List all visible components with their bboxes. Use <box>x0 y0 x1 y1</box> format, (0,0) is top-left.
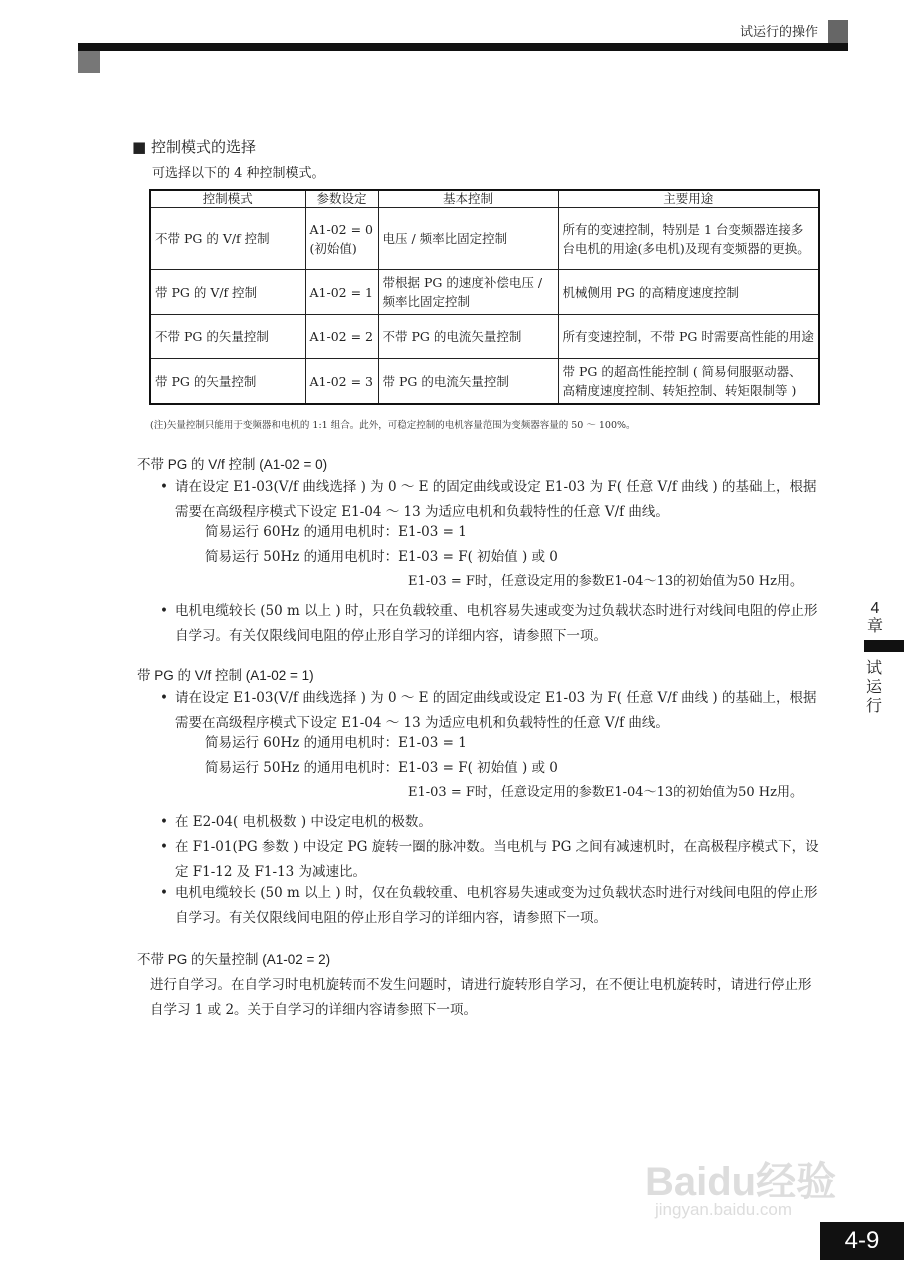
column-header: 基本控制 <box>378 190 558 208</box>
bullet-item <box>160 835 820 885</box>
chapter-tab-bar <box>864 640 904 652</box>
table-cell: 带 PG 的 V/f 控制 <box>150 270 305 315</box>
table-cell: 带 PG 的电流矢量控制 <box>378 359 558 405</box>
bullet-text: 电机电缆较长 (50 m 以上 ) 时，仅在负载较重、电机容易失速或变为过负载状态时进行对线间电阻的停止形自学习。有关仅限线间电阻的停止形自学习的详细内容，请参照下一项。 <box>175 885 818 926</box>
table-cell: 所有变速控制，不带 PG 时需要高性能的用途 <box>558 315 819 359</box>
bullet-item <box>160 599 820 649</box>
bullet-item <box>160 686 820 736</box>
control-mode-table <box>149 189 820 405</box>
table-note: (注)矢量控制只能用于变频器和电机的 1:1 组合。此外，可稳定控制的电机容量范围为变频器容量的 50 ～ 100%。 <box>150 420 636 431</box>
table-row <box>150 270 819 315</box>
bullet-icon: • <box>160 814 168 830</box>
table-cell: 电压 / 频率比固定控制 <box>378 208 558 270</box>
subsection-heading: 不带 PG 的 V/f 控制 (A1-02 = 0) <box>137 457 328 472</box>
column-header: 参数设定 <box>305 190 378 208</box>
chapter-title-vertical: 试运行 <box>866 658 883 715</box>
chapter-number: 4 <box>870 600 880 617</box>
table-cell: 不带 PG 的矢量控制 <box>150 315 305 359</box>
bullet-text: 在 E2-04( 电机极数 ) 中设定电机的极数。 <box>175 814 432 830</box>
table-cell: 带 PG 的矢量控制 <box>150 359 305 405</box>
bullet-icon: • <box>160 839 168 855</box>
section-title: ■ 控制模式的选择 <box>132 138 256 156</box>
bullet-icon: • <box>160 885 168 901</box>
page-number: 4-9 <box>820 1222 904 1260</box>
column-header: 控制模式 <box>150 190 305 208</box>
bullet-text: 请在设定 E1-03(V/f 曲线选择 ) 为 0 ～ E 的固定曲线或设定 E1-03 为 F( 任意 V/f 曲线 ) 的基础上，根据需要在高级程序模式下设定 E1-04 ～ 13 为适应电机和负载特性的任意 V/f 曲线。 <box>175 479 817 520</box>
setting-line: 简易运行 50Hz 的通用电机时：E1-03 = F( 初始值 ) 或 0 <box>205 760 558 776</box>
table-cell: 所有的变速控制，特别是 1 台变频器连接多台电机的用途(多电机)及现有变频器的更换。 <box>558 208 819 270</box>
bullet-icon: • <box>160 690 168 706</box>
table-row <box>150 359 819 405</box>
setting-line: 简易运行 50Hz 的通用电机时：E1-03 = F( 初始值 ) 或 0 <box>205 549 558 565</box>
bullet-text: 请在设定 E1-03(V/f 曲线选择 ) 为 0 ～ E 的固定曲线或设定 E1-03 为 F( 任意 V/f 曲线 ) 的基础上，根据需要在高级程序模式下设定 E1-04 ～ 13 为适应电机和负载特性的任意 V/f 曲线。 <box>175 690 817 731</box>
table-cell: 带根据 PG 的速度补偿电压 / 频率比固定控制 <box>378 270 558 315</box>
table-header-row <box>150 190 819 208</box>
bullet-item <box>160 810 820 835</box>
subsection-heading: 不带 PG 的矢量控制 (A1-02 = 2) <box>137 952 331 967</box>
table-cell: 机械侧用 PG 的高精度速度控制 <box>558 270 819 315</box>
table-cell: 带 PG 的超高性能控制 ( 简易伺服驱动器、高精度速度控制、转矩控制、转矩限制等 ) <box>558 359 819 405</box>
table-cell: A1-02 = 3 <box>305 359 378 405</box>
subsection-heading: 带 PG 的 V/f 控制 (A1-02 = 1) <box>137 668 314 683</box>
bullet-item <box>160 881 820 931</box>
table-cell: A1-02 = 0 (初始值) <box>305 208 378 270</box>
setting-line: 简易运行 60Hz 的通用电机时：E1-03 = 1 <box>205 524 467 540</box>
watermark-logo: Baidu经验 <box>645 1160 837 1204</box>
setting-line: 简易运行 60Hz 的通用电机时：E1-03 = 1 <box>205 735 467 751</box>
watermark-url: jingyan.baidu.com <box>655 1200 793 1219</box>
bullet-text: 在 F1-01(PG 参数 ) 中设定 PG 旋转一圈的脉冲数。当电机与 PG 之间有减速机时，在高极程序模式下，设定 F1-12 及 F1-13 为减速比。 <box>175 839 819 880</box>
setting-note: E1-03 = F时，任意设定用的参数E1-04～13的初始值为50 Hz用。 <box>408 574 803 589</box>
column-header: 主要用途 <box>558 190 819 208</box>
body-paragraph: 进行自学习。在自学习时电机旋转而不发生问题时，请进行旋转形自学习，在不便让电机旋转时，请进行停止形自学习 1 或 2。关于自学习的详细内容请参照下一项。 <box>150 977 812 1018</box>
table-cell: A1-02 = 1 <box>305 270 378 315</box>
table-cell: A1-02 = 2 <box>305 315 378 359</box>
chapter-tab <box>865 600 885 636</box>
running-header: 试运行的操作 <box>739 25 818 40</box>
table-row <box>150 208 819 270</box>
bullet-item <box>160 475 820 525</box>
header-square <box>78 51 100 73</box>
header-rule <box>78 43 848 51</box>
bullet-icon: • <box>160 479 168 495</box>
setting-note: E1-03 = F时，任意设定用的参数E1-04～13的初始值为50 Hz用。 <box>408 785 803 800</box>
chapter-label: 章 <box>866 618 883 635</box>
section-intro: 可选择以下的 4 种控制模式。 <box>152 166 325 181</box>
table-cell: 不带 PG 的电流矢量控制 <box>378 315 558 359</box>
bullet-icon: • <box>160 603 168 619</box>
table-row <box>150 315 819 359</box>
bullet-text: 电机电缆较长 (50 m 以上 ) 时，只在负载较重、电机容易失速或变为过负载状态时进行对线间电阻的停止形自学习。有关仅限线间电阻的停止形自学习的详细内容，请参照下一项。 <box>175 603 818 644</box>
table-cell: 不带 PG 的 V/f 控制 <box>150 208 305 270</box>
